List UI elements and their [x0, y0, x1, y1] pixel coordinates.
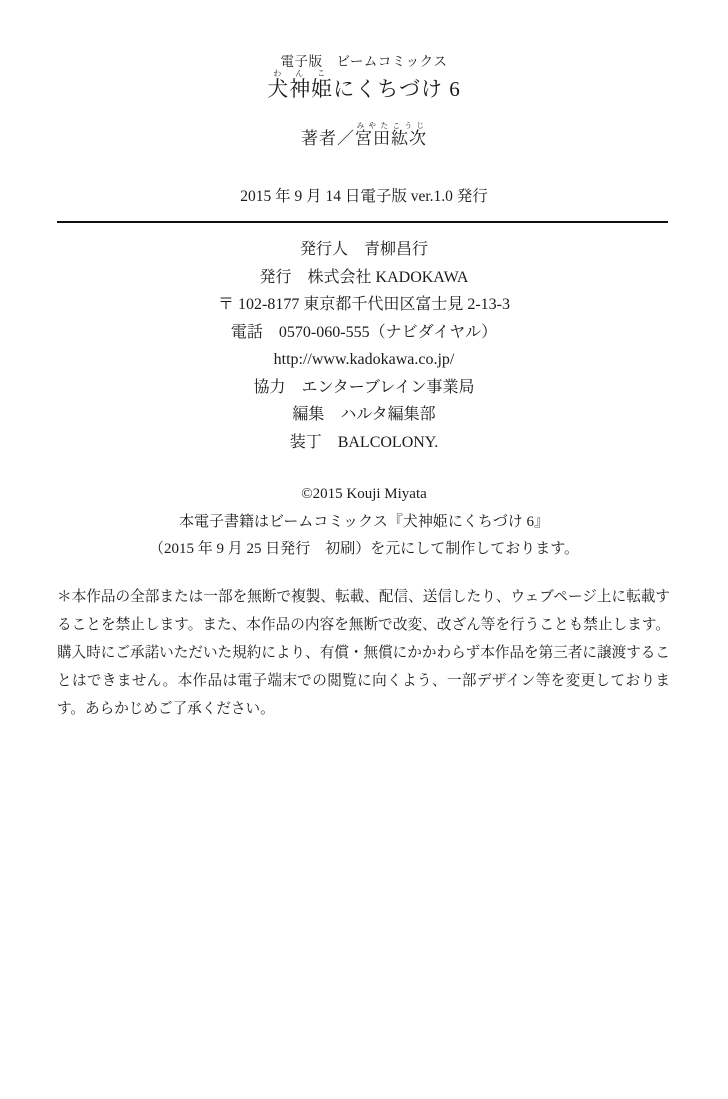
- publication-block: [0, 236, 728, 456]
- source-printing-line: （2015 年 9 月 25 日発行 初刷）を元にして制作しております。: [148, 541, 580, 557]
- author-ruby-surname: [355, 121, 391, 148]
- copyright-line: ©2015 Kouji Miyata: [301, 486, 427, 502]
- divider-rule: [57, 221, 668, 223]
- title-ruby-base: 犬神姫: [267, 77, 334, 101]
- title-ruby: [267, 69, 334, 101]
- editing-line: 編集 ハルタ編集部: [292, 406, 436, 423]
- author-label: 著者／: [301, 129, 355, 148]
- author-ruby-givenname: [391, 121, 427, 148]
- source-edition-line: 本電子書籍はビームコミックス『犬神姫にくちづけ 6』: [178, 513, 550, 530]
- publisher-address-line: 〒 102-8177 東京都千代田区富士見 2-13-3: [218, 296, 510, 313]
- legal-notice: ＊本作品の全部または一部を無断で複製、転載、配信、送信したり、ウェブページ上に転載することを禁止します。また、本作品の内容を無断で改変、改ざん等を行うことも禁止します。購入時にご承諾いただいた規約により、有償・無償にかかわらず本作品を第三者に譲渡することはできません。本作品は電子端末での閲覧に向くよう、一部デザイン等を変更しております。あらかじめご了承ください。: [57, 589, 670, 717]
- author-givenname: 紘次: [391, 129, 427, 148]
- cooperation-line: 協力 エンターブレイン事業局: [253, 378, 475, 396]
- publisher-company-line: 発行 株式会社 KADOKAWA: [259, 268, 469, 286]
- title-rest: にくちづけ 6: [333, 77, 461, 101]
- author-surname-furigana: みやた: [355, 121, 391, 130]
- title-furigana: わんこ: [267, 69, 334, 78]
- publisher-person-line: 発行人 青柳昌行: [299, 241, 428, 258]
- series-label: 電子版 ビームコミックス: [280, 54, 448, 69]
- author-givenname-furigana: こうじ: [391, 121, 427, 130]
- author-surname: 宮田: [355, 129, 391, 148]
- publisher-phone-line: 電話 0570-060-555（ナビダイヤル）: [230, 323, 498, 341]
- book-title: [0, 69, 728, 103]
- copyright-block: [0, 481, 728, 564]
- design-line: 装丁 BALCOLONY.: [289, 433, 439, 451]
- author-line: [0, 121, 728, 149]
- edition-date-line: 2015 年 9 月 14 日電子版 ver.1.0 発行: [240, 188, 488, 205]
- publisher-url: http://www.kadokawa.co.jp/: [273, 351, 455, 368]
